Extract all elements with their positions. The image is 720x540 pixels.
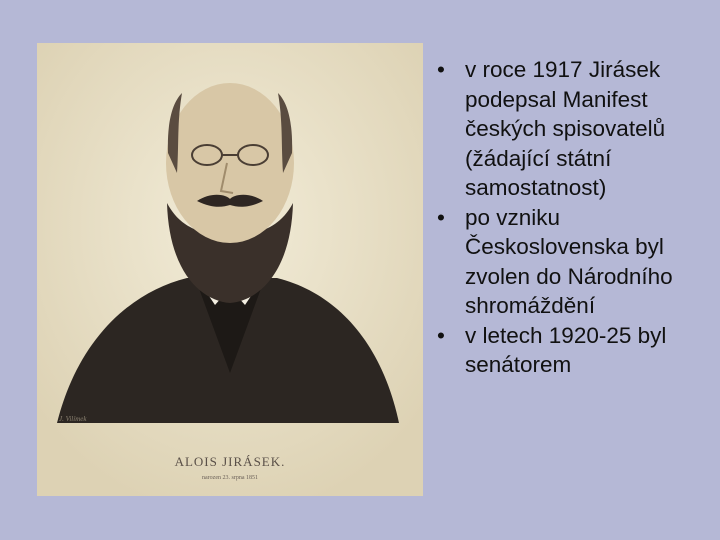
portrait-caption-dates: narozen 23. srpna 1851 [202, 475, 258, 481]
bullet-item: • v letech 1920-25 byl senátorem [432, 321, 717, 380]
portrait-image [37, 43, 423, 496]
portrait-signature: J. Vilímek [59, 415, 87, 423]
bullet-list [432, 55, 717, 380]
bullet-item: • po vzniku Československa byl zvolen do Národního shromáždění [432, 203, 717, 321]
bullet-item: • v roce 1917 Jirásek podepsal Manifest českých spisovatelů (žádající státní samostatnost) [432, 55, 717, 203]
portrait-caption-name: ALOIS JIRÁSEK. [174, 454, 286, 469]
portrait-drawing [37, 43, 423, 496]
